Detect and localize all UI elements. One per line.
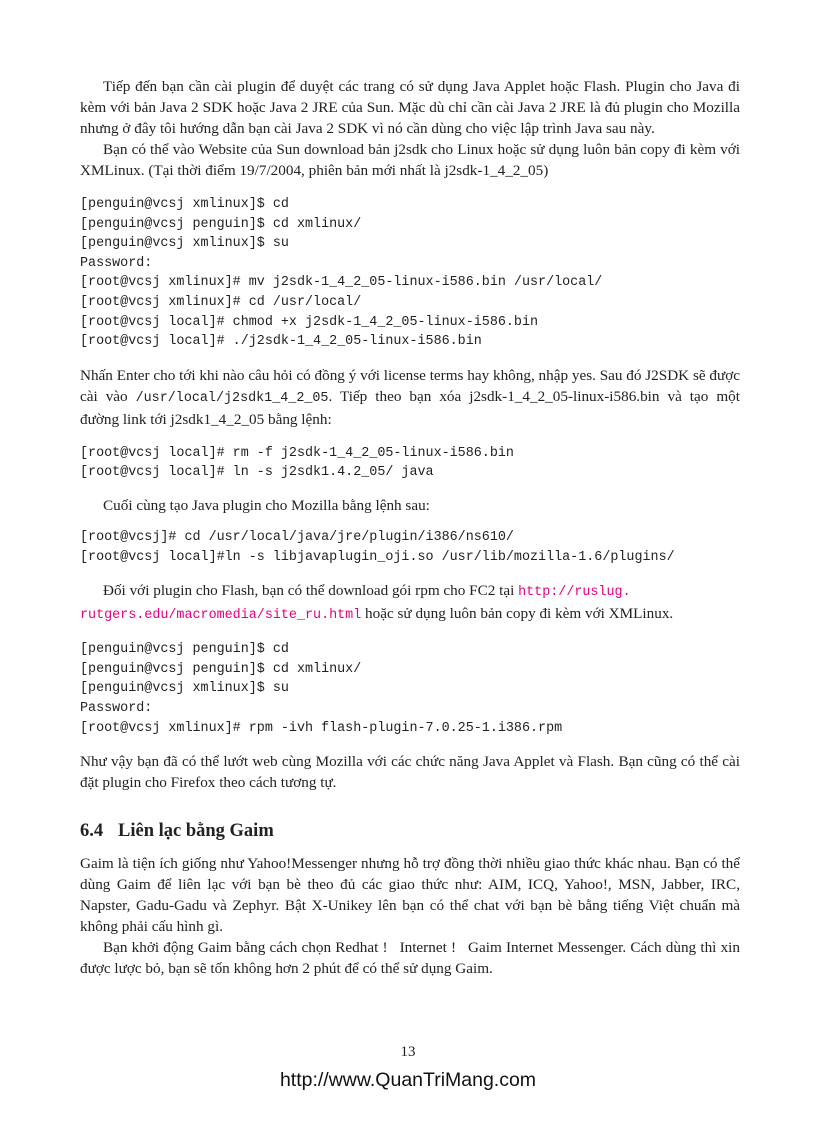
license-text-b: . Tiếp theo bạn xóa j2sdk-1_4_2_05-linux-i586.bin và tạo một đường link tới j2sdk1_4_2_05 bằng lệnh: <box>80 387 740 428</box>
flash-text-b: hoặc sử dụng luôn bản copy đi kèm với XMLinux. <box>361 605 674 623</box>
paragraph-download-j2sdk: Bạn có thể vào Website của Sun download bản j2sdk cho Linux hoặc sử dụng luôn bản copy đi kèm với XMLinux. (Tại thời điểm 19/7/2004, phiên bản mới nhất là j2sdk-1_4_2_05) <box>80 141 740 179</box>
footer-url[interactable]: http://www.QuanTriMang.com <box>279 1069 537 1091</box>
code-block-install-j2sdk: [penguin@vcsj xmlinux]$ cd [penguin@vcsj penguin]$ cd xmlinux/ [penguin@vcsj xmlinux]$ su Password: [root@vcsj xmlinux]# mv j2sdk-1_4_2_05-linux-i586.bin /usr/local/ [root@vcsj xmlinux]# cd /usr/local/ [root@vcsj local]# chmod +x j2sdk-1_4_2_05-linux-i586.bin [root@vcsj local]# ./j2sdk-1_4_2_05-linux-i586.bin <box>80 197 603 350</box>
paragraph-gaim-start <box>80 937 740 979</box>
flash-text-a: Đối với plugin cho Flash, bạn có thể download gói rpm cho FC2 tại <box>103 582 519 600</box>
install-path: /usr/local/j2sdk1_4_2_05 <box>135 390 329 406</box>
page-number: 13 <box>400 1044 416 1060</box>
paragraph-flash-plugin <box>80 580 740 626</box>
section-number: 6.4 <box>80 821 104 842</box>
flash-download-link-cont[interactable]: rutgers.edu/macromedia/site_ru.html <box>80 608 362 624</box>
paragraph-gaim-intro: Gaim là tiện ích giống như Yahoo!Messenger nhưng hỗ trợ đồng thời nhiều giao thức khác nhau. Bạn có thể dùng Gaim để liên lạc với bạn bè theo đủ các giao thức như: AIM, ICQ, Yahoo!, MSN, Jabber, IRC, Napster, Gadu-Gadu và Zephyr. Bật X-Unikey lên bạn có thể chat với bạn bè bằng tiếng Việt chuẩn mà không phải cấu hình gì. <box>80 855 740 936</box>
section-heading <box>80 819 740 843</box>
flash-download-link[interactable]: http://ruslug. <box>518 585 631 601</box>
section-title: Liên lạc bằng Gaim <box>118 821 274 842</box>
paragraph-license-terms <box>80 365 740 430</box>
paragraph-plugin-intro: Tiếp đến bạn cần cài plugin để duyệt các trang có sử dụng Java Applet hoặc Flash. Plugin cho Java đi kèm với bản Java 2 SDK hoặc Java 2 JRE của Sun. Mặc dù chỉ cần cài Java 2 JRE là đủ plugin cho Mozilla nhưng ở đây tôi hướng dẫn bạn cài Java 2 SDK vì nó cần dùng cho việc lập trình Java sau này. <box>80 78 740 137</box>
gaim-start-b: Internet ! <box>399 939 457 957</box>
document-page <box>80 0 740 979</box>
license-text-a: Nhấn Enter cho tới khi nào câu hỏi có đồng ý với license terms hay không, nhập yes. Sau đó J2SDK sẽ được cài vào <box>80 366 740 405</box>
gaim-start-a: Bạn khởi động Gaim bằng cách chọn Redhat ! <box>103 939 388 957</box>
code-block-link-java: [root@vcsj local]# rm -f j2sdk-1_4_2_05-linux-i586.bin [root@vcsj local]# ln -s j2sdk1.4.2_05/ java <box>80 445 514 481</box>
paragraph-java-plugin: Cuối cùng tạo Java plugin cho Mozilla bằng lệnh sau: <box>103 496 430 514</box>
code-block-java-plugin: [root@vcsj]# cd /usr/local/java/jre/plugin/i386/ns610/ [root@vcsj local]#ln -s libjavaplugin_oji.so /usr/lib/mozilla-1.6/plugins/ <box>80 529 675 565</box>
code-block-flash-install: [penguin@vcsj penguin]$ cd [penguin@vcsj penguin]$ cd xmlinux/ [penguin@vcsj xmlinux]$ su Password: [root@vcsj xmlinux]# rpm -ivh flash-plugin-7.0.25-1.i386.rpm <box>80 642 563 736</box>
paragraph-browse-web: Như vậy bạn đã có thể lướt web cùng Mozilla với các chức năng Java Applet và Flash. Bạn cũng có thể cài đặt plugin cho Firefox theo cách tương tự. <box>80 753 740 792</box>
gaim-start-c: Gaim Internet Messenger. Cách dùng thì xin được lược bỏ, bạn sẽ tốn không hơn 2 phút để có thể sử dụng Gaim. <box>80 939 740 978</box>
